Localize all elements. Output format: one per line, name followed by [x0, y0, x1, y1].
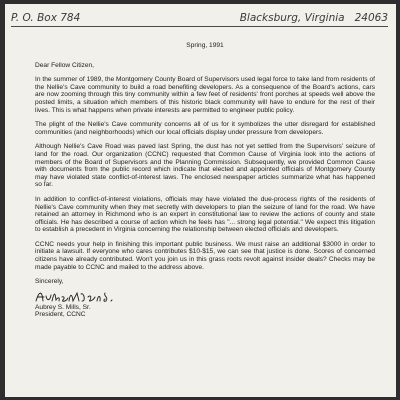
letterhead	[11, 12, 388, 26]
paragraph-common-cause: Although Nellie's Cave Road was paved last Spring, the dust has not yet settled from the Supervisors' seizure of land for the road. Our organization (CCNC) requested that Common Cause of Virginia look into the actions of members of the Board of Supervisors and the Planning Commission. Subsequently, we provided Common Cause with documents from the public record which indicate that elected and appointed officials of Montgomery County may have violated state conflict-of-interest laws. The enclosed newspaper articles summarize what has happened so far.	[35, 143, 375, 189]
paragraph-funding-appeal: CCNC needs your help in finishing this important public business. We must raise an additional $3000 in order to initiate a lawsuit. If everyone who cares contributes $10-$15, we can see that justice is done. Scores of concerned citizens have already contributed. Won't you join us in this grass roots revolt against insider deals? Checks may be made payable to CCNC and mailed to the address above.	[35, 240, 375, 271]
handwritten-signature	[35, 288, 375, 304]
signature-scrawl	[33, 288, 123, 305]
paragraph-due-process: In addition to conflict-of-interest violations, officials may have violated the due-process rights of the residents of Nellie's Cave community when they met secretly with developers to plan the seizure of land for the road. We have retained an attorney in Richmond who is an expert in constitutional law to review the actions of county and state officials. He has described a course of action which he feels has "... strong legal potential." We expect this litigation to establish a precedent in Virginia concerning the relationship between elected officials and developers.	[35, 195, 375, 234]
closing: Sincerely,	[35, 278, 64, 286]
signer-title: President, CCNC	[35, 311, 86, 319]
paragraph-road-seizure: In the summer of 1989, the Montgomery County Board of Supervisors used legal force to take land from residents of the Nellie's Cave community to build a road benefiting developers. As a consequence of the Board's actions, cars are now zooming through this tiny community within a few feet of residents' front porches at speeds well above the posted limits, a situation which members of this historic black community will have to endure for the rest of their lives. This is what happens when private interests are permitted to engineer public policy.	[35, 76, 375, 114]
letterhead-po-box: P. O. Box 784	[11, 12, 81, 24]
paragraph-community-plight: The plight of the Nellie's Cave community concerns all of us for it symbolizes the utter disregard for established communities (and neighborhoods) which our local officials display under pressure from developers.	[35, 121, 375, 136]
letter-date: Spring, 1991	[186, 42, 224, 49]
salutation: Dear Fellow Citizen,	[35, 61, 94, 69]
signer-name: Aubrey S. Mills, Sr.	[35, 303, 91, 311]
letter-body	[35, 42, 375, 319]
letterhead-city-state-zip: Blacksburg, Virginia 24063	[239, 12, 388, 24]
letter-page	[5, 4, 396, 397]
letterhead-rule	[11, 26, 388, 27]
